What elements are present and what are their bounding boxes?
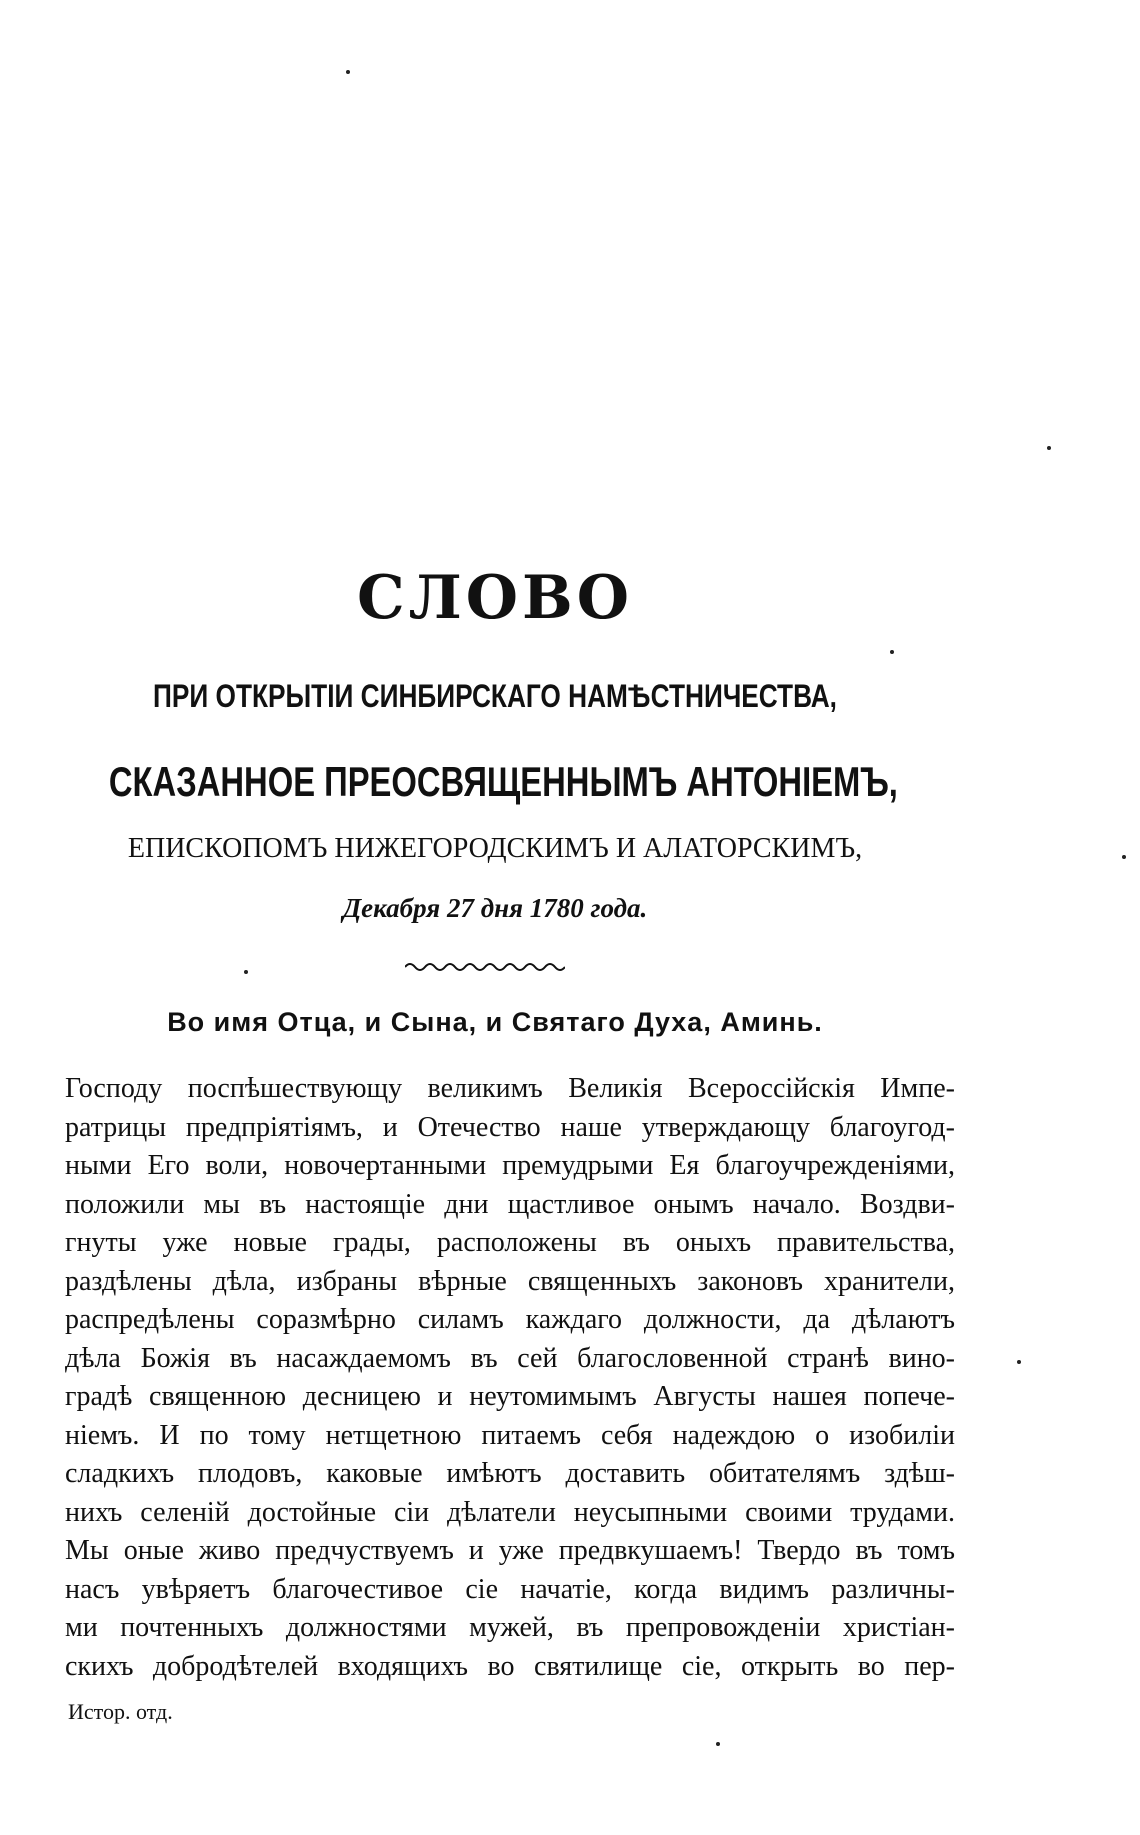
body-line: раздѣлены дѣла, избраны вѣрные священныхъ законовъ хранители, <box>65 1265 955 1297</box>
wavy-divider-ornament <box>405 960 565 974</box>
body-line: ными Его воли, новочертанными премудрыми Ея благоучрежденіями, <box>65 1150 955 1181</box>
scan-speck <box>716 1742 720 1746</box>
body-line: положили мы въ настоящіе дни щастливое онымъ начало. Воздви- <box>65 1188 955 1220</box>
body-line: Господу поспѣшествующу великимъ Великія Всероссійскія Импе- <box>65 1073 955 1104</box>
subtitle-line-1: ПРИ ОТКРЫТІИ СИНБИРСКАГО НАМѢСТНИЧЕСТВА, <box>153 678 837 714</box>
body-line: насъ увѣряетъ благочестивое сіе начатіе, когда видимъ различны- <box>65 1573 955 1605</box>
body-line: сладкихъ плодовъ, каковые имѣютъ доставить обитателямъ здѣш- <box>65 1458 955 1489</box>
subtitle-line-3: ЕПИСКОПОМЪ НИЖЕГОРОДСКИМЪ И АЛАТОРСКИМЪ, <box>127 833 863 864</box>
body-line: нихъ селеній достойные сіи дѣлатели неусыпными своими трудами. <box>65 1496 955 1528</box>
footer-signature: Истор. отд. <box>68 1699 173 1724</box>
document-title: СЛОВО <box>356 563 634 633</box>
scan-speck <box>1122 855 1126 859</box>
scan-speck <box>1017 1360 1021 1364</box>
body-line: распредѣлены соразмѣрно силамъ каждаго должности, да дѣлаютъ <box>65 1304 955 1335</box>
body-line: градѣ священною десницею и неутомимымъ Августы нашея попече- <box>65 1381 955 1412</box>
body-line: дѣла Божія въ насаждаемомъ въ сей благословенной странѣ вино- <box>65 1342 955 1374</box>
subtitle-line-2: СКАЗАННОЕ ПРЕОСВЯЩЕННЫМЪ АНТОНІЕМЪ, <box>108 758 898 805</box>
body-line: гнуты уже новые грады, расположены въ оныхъ правительства, <box>65 1227 955 1258</box>
scan-speck <box>346 70 350 74</box>
invocation-line: Во имя Отца, и Сына, и Святаго Духа, Аминь. <box>167 1007 823 1037</box>
body-line: скихъ добродѣтелей входящихъ во святилище сіе, открыть во пер- <box>65 1650 955 1682</box>
body-paragraph <box>65 1070 955 1686</box>
date-line: Декабря 27 дня 1780 года. <box>342 893 648 923</box>
body-line: ми почтенныхъ должностями мужей, въ препровожденіи христіан- <box>65 1612 955 1643</box>
scan-speck <box>244 970 248 974</box>
scan-speck <box>1047 446 1051 450</box>
body-line: Мы оные живо предчуствуемъ и уже предвкушаемъ! Твердо въ томъ <box>65 1535 955 1566</box>
body-line: ніемъ. И по тому нетщетною питаемъ себя надеждою о изобиліи <box>65 1419 955 1451</box>
body-line: ратрицы предпріятіямъ, и Отечество наше утверждающу благоугод- <box>65 1111 955 1143</box>
scan-speck <box>890 650 894 654</box>
